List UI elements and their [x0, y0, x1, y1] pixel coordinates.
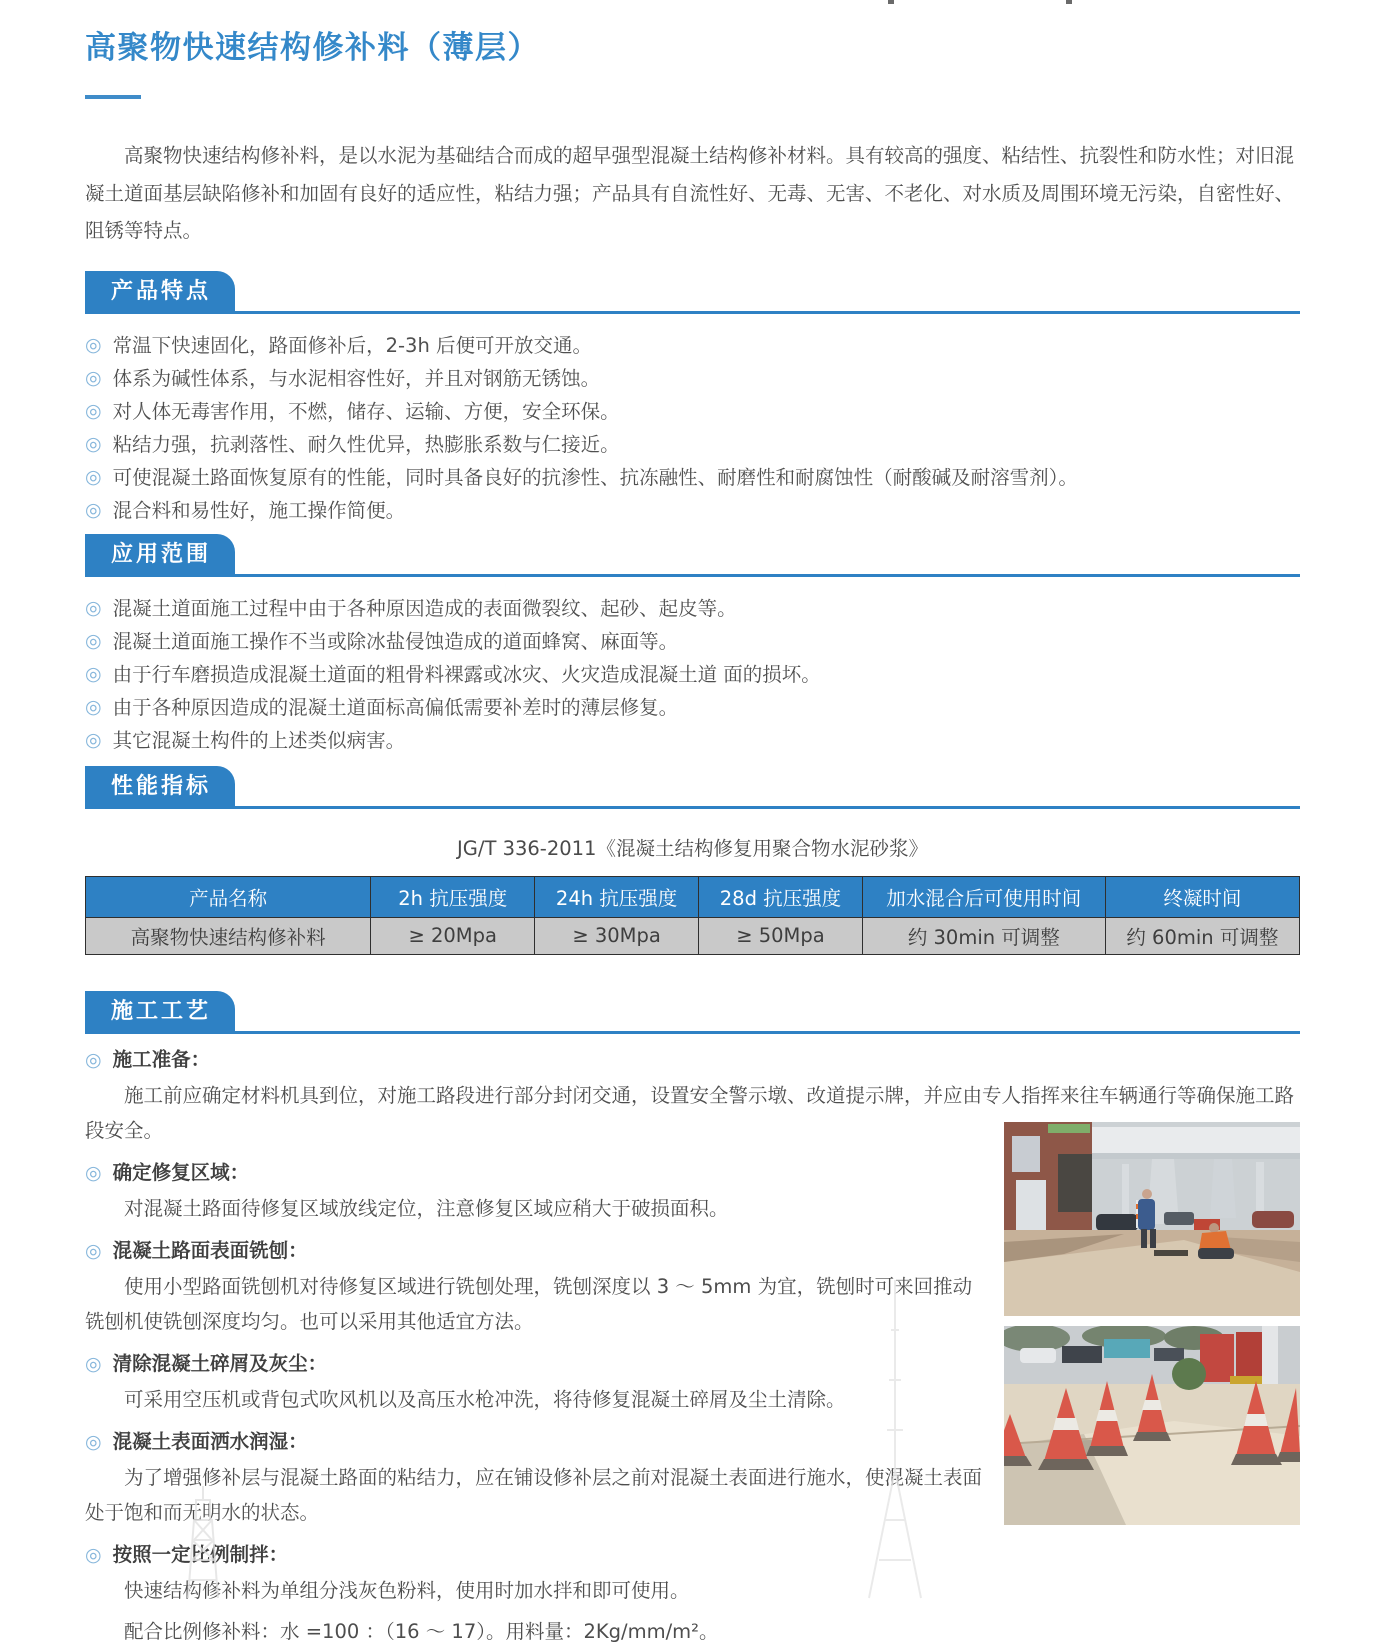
bullet-icon: ◎ — [85, 333, 102, 356]
step-label-text: 清除混凝土碎屑及灰尘： — [112, 1351, 328, 1375]
bullet-icon: ◎ — [85, 465, 102, 488]
intro-paragraph: 高聚物快速结构修补料，是以水泥为基础结合而成的超早强型混凝土结构修补材料。具有较高的强度、粘结性、抗裂性和防水性；对旧混凝土道面基层缺陷修补和加固有良好的适应性，粘结力强；产品具有自流性好、无毒、无害、不老化、对水质及周围环境无污染，自密性好、阻锈等特点。 — [85, 144, 1295, 242]
application-text: 由于行车磨损造成混凝土道面的粗骨料裸露或冰灾、火灾造成混凝土道 面的损坏。 — [112, 662, 821, 686]
list-item — [85, 400, 1300, 423]
step-paragraph: 快速结构修补料为单组分浅灰色粉料，使用时加水拌和即可使用。 — [124, 1578, 690, 1602]
column-header: 产品名称 — [86, 876, 371, 917]
section-tab-process: 施工工艺 — [85, 991, 235, 1031]
feature-text: 粘结力强，抗剥落性、耐久性优异，热膨胀系数与仁接近。 — [112, 432, 620, 456]
title-underline — [85, 95, 141, 99]
curing-area-traffic-cones-photo — [1004, 1326, 1300, 1525]
bullet-icon: ◎ — [85, 1352, 102, 1375]
list-item — [85, 433, 1300, 456]
table-cell: 约 30min 可调整 — [862, 917, 1105, 954]
process-step-label — [85, 1239, 984, 1263]
step-paragraph: 为了增强修补层与混凝土路面的粘结力，应在铺设修补层之前对混凝土表面进行施水，使混凝土表面处于饱和而无明水的状态。 — [85, 1465, 983, 1524]
column-header: 加水混合后可使用时间 — [862, 876, 1105, 917]
list-item — [85, 729, 1300, 752]
page-title: 高聚物快速结构修补料（薄层） — [85, 30, 540, 66]
column-header: 2h 抗压强度 — [371, 876, 535, 917]
bullet-icon: ◎ — [85, 1543, 102, 1566]
list-item — [85, 630, 1300, 653]
bullet-icon: ◎ — [85, 1239, 102, 1262]
bullet-icon: ◎ — [85, 498, 102, 521]
list-item — [85, 499, 1300, 522]
standard-reference: JG/T 336-2011《混凝土结构修复用聚合物水泥砂浆》 — [457, 836, 928, 860]
application-text: 混凝土道面施工操作不当或除冰盐侵蚀造成的道面蜂窝、麻面等。 — [112, 629, 679, 653]
section-tab-performance: 性能指标 — [85, 766, 235, 806]
table-cell: ≥ 20Mpa — [371, 917, 535, 954]
step-paragraph: 配合比例修补料：水 =100 ：（16 ～ 17）。用料量：2Kg/mm/m²。 — [124, 1619, 719, 1643]
bullet-icon: ◎ — [85, 695, 102, 718]
step-label-text: 混凝土表面洒水润湿： — [112, 1429, 308, 1453]
table-cell: 高聚物快速结构修补料 — [86, 917, 371, 954]
photo-column — [1004, 1122, 1300, 1525]
section-tab-applications: 应用范围 — [85, 534, 235, 574]
feature-text: 混合料和易性好，施工操作简便。 — [112, 498, 406, 522]
column-header: 终凝时间 — [1105, 876, 1299, 917]
table-cell: ≥ 50Mpa — [699, 917, 863, 954]
step-paragraph: 对混凝土路面待修复区域放线定位，注意修复区域应稍大于破损面积。 — [124, 1196, 729, 1220]
table-cell: ≥ 30Mpa — [535, 917, 699, 954]
step-label-text: 按照一定比例制拌： — [112, 1542, 289, 1566]
step-label-text: 施工准备： — [112, 1047, 211, 1071]
application-text: 混凝土道面施工过程中由于各种原因造成的表面微裂纹、起砂、起皮等。 — [112, 596, 737, 620]
process-step-label — [85, 1352, 984, 1376]
pavement-repair-work-photo — [1004, 1122, 1300, 1316]
table-row — [86, 917, 1300, 954]
bullet-icon: ◎ — [85, 366, 102, 389]
feature-text: 对人体无毒害作用，不燃，储存、运输、方便，安全环保。 — [112, 399, 620, 423]
list-item — [85, 663, 1300, 686]
bullet-icon: ◎ — [85, 432, 102, 455]
step-label-text: 混凝土路面表面铣刨： — [112, 1238, 308, 1262]
step-paragraph: 可采用空压机或背包式吹风机以及高压水枪冲洗，将待修复混凝土碎屑及尘土清除。 — [124, 1387, 846, 1411]
list-item — [85, 696, 1300, 719]
bullet-icon: ◎ — [85, 596, 102, 619]
application-text: 其它混凝土构件的上述类似病害。 — [112, 728, 406, 752]
step-paragraph: 施工前应确定材料机具到位，对施工路段进行部分封闭交通，设置安全警示墩、改道提示牌，并应由专人指挥来往车辆通行等确保施工路段安全。 — [85, 1083, 1295, 1142]
bullet-icon: ◎ — [85, 1048, 102, 1071]
bullet-icon: ◎ — [85, 1161, 102, 1184]
feature-text: 体系为碱性体系，与水泥相容性好，并且对钢筋无锈蚀。 — [112, 366, 601, 390]
features-list — [85, 334, 1300, 522]
process-step-label — [85, 1430, 984, 1454]
process-step-label — [85, 1048, 1300, 1072]
feature-text: 常温下快速固化，路面修补后，2-3h 后便可开放交通。 — [112, 333, 593, 357]
list-item — [85, 367, 1300, 390]
bullet-icon: ◎ — [85, 728, 102, 751]
table-cell: 约 60min 可调整 — [1105, 917, 1299, 954]
performance-table — [85, 876, 1300, 955]
table-header-row — [86, 876, 1300, 917]
step-paragraph: 使用小型路面铣刨机对待修复区域进行铣刨处理，铣刨深度以 3 ～ 5mm 为宜，铣刨时可来回推动铣刨机使铣刨深度均匀。也可以采用其他适宜方法。 — [85, 1274, 973, 1333]
section-tab-features: 产品特点 — [85, 271, 235, 311]
section-header-features — [85, 271, 1300, 314]
section-header-applications — [85, 534, 1300, 577]
applications-list — [85, 597, 1300, 752]
column-header: 28d 抗压强度 — [699, 876, 863, 917]
list-item — [85, 334, 1300, 357]
application-text: 由于各种原因造成的混凝土道面标高偏低需要补差时的薄层修复。 — [112, 695, 679, 719]
bullet-icon: ◎ — [85, 399, 102, 422]
step-label-text: 确定修复区域： — [112, 1160, 250, 1184]
bullet-icon: ◎ — [85, 662, 102, 685]
section-header-performance — [85, 766, 1300, 809]
process-content — [85, 1048, 1300, 1649]
list-item — [85, 597, 1300, 620]
feature-text: 可使混凝土路面恢复原有的性能，同时具备良好的抗渗性、抗冻融性、耐磨性和耐腐蚀性（耐酸碱及耐溶雪剂）。 — [112, 465, 1078, 489]
process-step-label — [85, 1543, 1300, 1567]
process-step-label — [85, 1161, 984, 1185]
bullet-icon: ◎ — [85, 629, 102, 652]
bullet-icon: ◎ — [85, 1430, 102, 1453]
column-header: 24h 抗压强度 — [535, 876, 699, 917]
section-header-process — [85, 991, 1300, 1034]
list-item — [85, 466, 1300, 489]
